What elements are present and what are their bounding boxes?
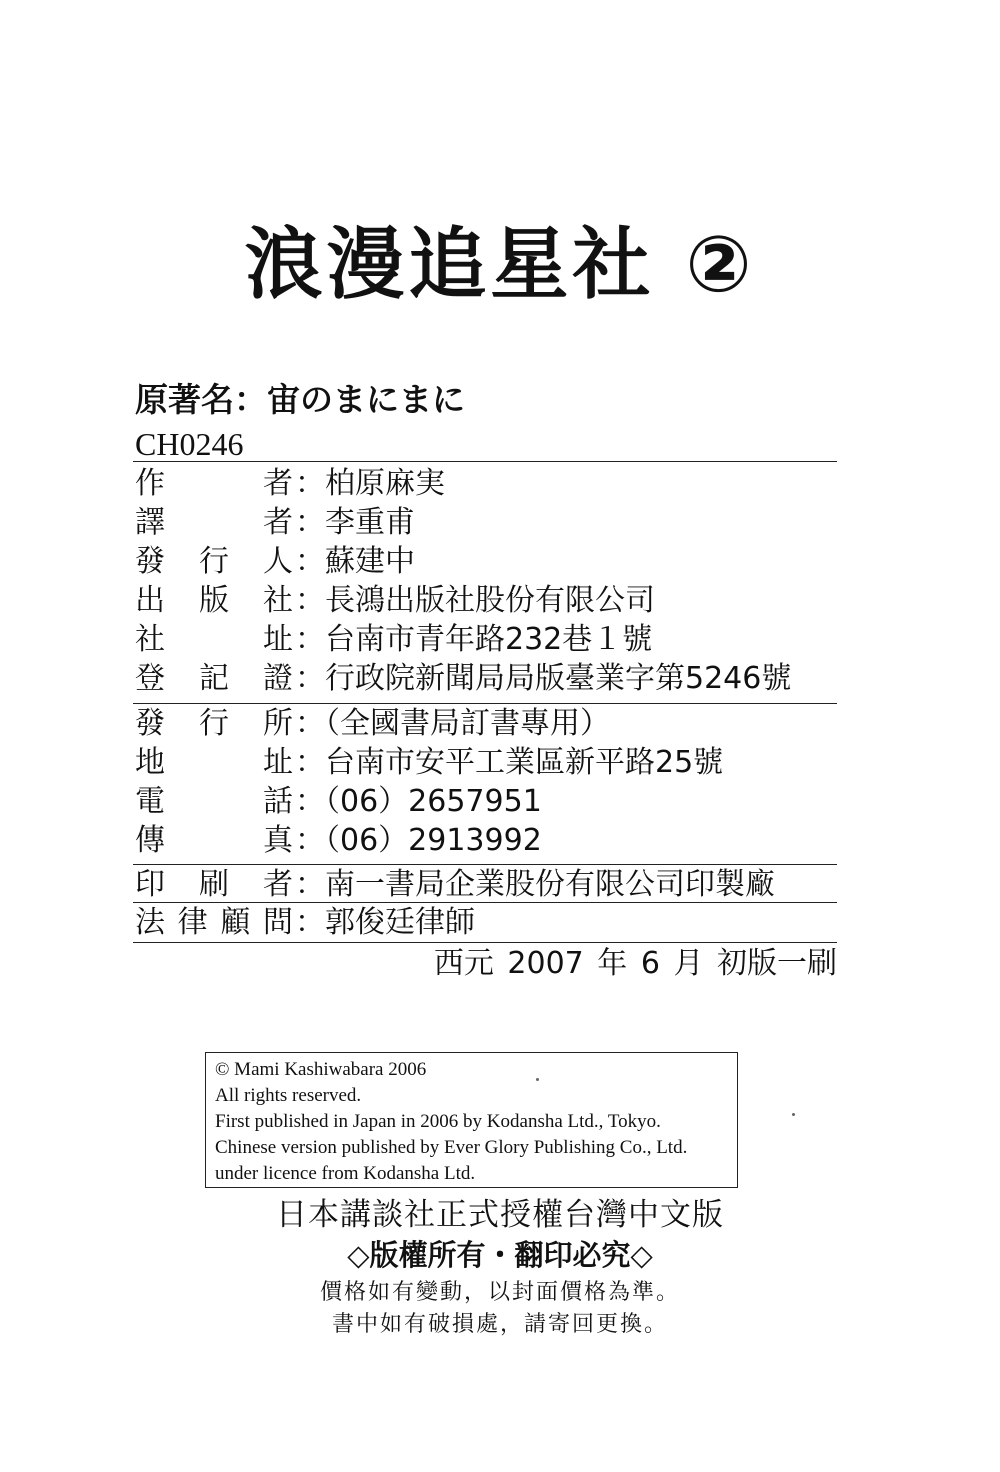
copyright-line: First published in Japan in 2006 by Kodansha Ltd., Tokyo. — [215, 1111, 661, 1132]
dist-row-fax — [135, 821, 542, 861]
copyright-line: under licence from Kodansha Ltd. — [215, 1163, 476, 1184]
printer-label: 印 刷 者 — [135, 867, 293, 902]
edition-date: 西元 2007 年 6 月 初版一刷 — [433, 946, 837, 981]
dist-label: 發 行 所 — [135, 706, 293, 741]
credit-row-registration — [135, 659, 791, 699]
credit-value: ：行政院新聞局局版臺業字第5246號 — [295, 661, 792, 696]
credit-value: ：柏原麻実 — [295, 466, 445, 501]
dist-row-distributor — [135, 704, 610, 744]
credit-row-translator — [135, 503, 415, 543]
dist-value: ：（全國書局訂書專用） — [295, 706, 610, 741]
legal-label: 法 律 顧 問 — [135, 905, 293, 940]
copyright-line: © Mami Kashiwabara 2006 — [215, 1059, 427, 1080]
divider — [133, 942, 837, 943]
credit-label: 發 行 人 — [135, 544, 293, 579]
dist-value: ：（06）2913992 — [295, 823, 542, 858]
authorization-text: 日本講談社正式授權台灣中文版 — [276, 1197, 724, 1233]
legal-value: ：郭俊廷律師 — [295, 905, 475, 940]
credit-value: ：長鴻出版社股份有限公司 — [295, 583, 655, 618]
legal-row — [135, 903, 475, 943]
copyright-box — [205, 1052, 738, 1188]
credit-label: 譯 者 — [135, 505, 293, 540]
credit-row-publisher — [135, 581, 655, 621]
credit-value: ：李重甫 — [295, 505, 415, 540]
divider — [133, 461, 837, 462]
credit-value: ：台南市青年路232巷１號 — [295, 622, 653, 657]
price-notice: 價格如有變動，以封面價格為準。 — [319, 1280, 680, 1305]
dist-label: 地 址 — [135, 745, 293, 780]
dist-row-phone — [135, 782, 542, 822]
printer-value: ：南一書局企業股份有限公司印製廠 — [295, 867, 775, 902]
credit-value: ：蘇建中 — [295, 544, 415, 579]
dist-label: 傳 真 — [135, 823, 293, 858]
printer-row — [135, 865, 775, 905]
scan-speck — [536, 1078, 539, 1081]
dist-label: 電 話 — [135, 784, 293, 819]
original-title: 原著名：宙のまにまに — [135, 380, 465, 419]
copyright-line: Chinese version published by Ever Glory Publishing Co., Ltd. — [215, 1137, 688, 1158]
rights-text: ◇版權所有・翻印必究◇ — [347, 1238, 653, 1272]
book-title: 浪漫追星社 ② — [244, 220, 756, 310]
credit-label: 社 址 — [135, 622, 293, 657]
credit-label: 作 者 — [135, 466, 293, 501]
dist-value: ：（06）2657951 — [295, 784, 542, 819]
credit-row-author — [135, 464, 445, 504]
dist-value: ：台南市安平工業區新平路25號 — [295, 745, 724, 780]
credit-row-publisher-person — [135, 542, 415, 582]
credit-row-address — [135, 620, 652, 660]
scan-speck — [792, 1113, 795, 1116]
credit-label: 登 記 證 — [135, 661, 293, 696]
dist-row-address — [135, 743, 723, 783]
copyright-line: All rights reserved. — [215, 1085, 362, 1106]
damage-notice: 書中如有破損處，請寄回更換。 — [331, 1312, 668, 1337]
credit-label: 出 版 社 — [135, 583, 293, 618]
catalog-code: CH0246 — [135, 426, 244, 462]
